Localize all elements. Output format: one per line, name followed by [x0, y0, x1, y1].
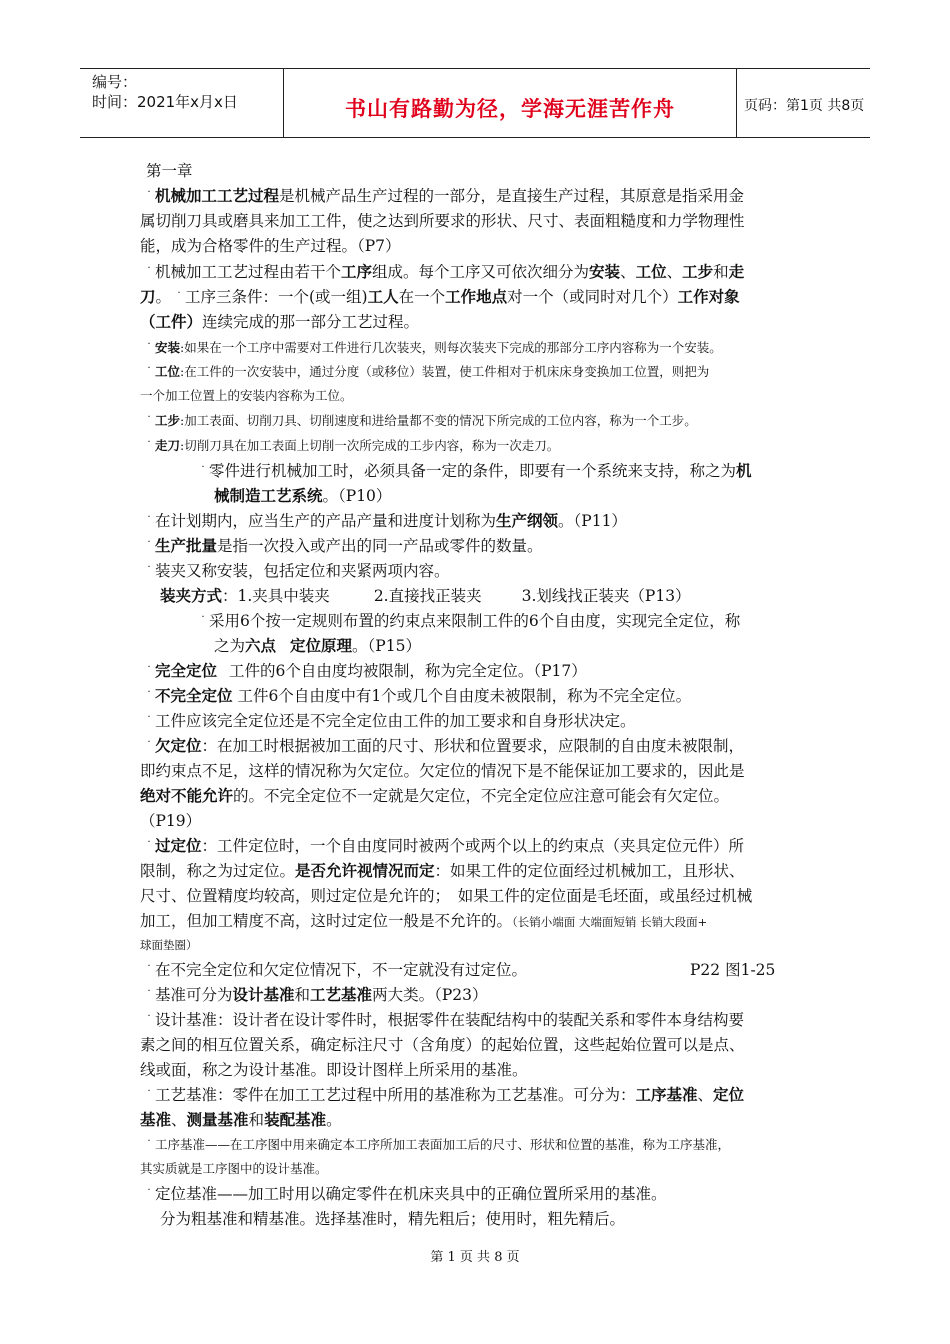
page-info: 页码：第1页 共8页	[744, 98, 865, 114]
paragraph-line: 属切削刀具或磨具来加工工件，使之达到所要求的形状、尺寸、表面粗糙度和力学物理性	[140, 212, 745, 230]
paragraph: ˙ 机械加工工艺过程是机械产品生产过程的一部分，是直接生产过程，其原意是指采用金	[146, 187, 745, 205]
paragraph-line: 一个加工位置上的安装内容称为工位。	[140, 388, 353, 403]
header-motto-cell	[283, 69, 737, 137]
paragraph-line: 能，成为合格零件的生产过程。（P7）	[140, 237, 401, 255]
paragraph-line: 基准、测量基准和装配基准。	[140, 1111, 342, 1129]
paragraph-line: 绝对不能允许的。不完全定位不一定就是欠定位，不完全定位应注意可能会有欠定位。	[140, 787, 730, 805]
chapter-title: 第一章	[146, 162, 193, 180]
paragraph: ˙ 装夹又称安装，包括定位和夹紧两项内容。	[146, 562, 450, 580]
paragraph: ˙ 在不完全定位和欠定位情况下，不一定就没有过定位。	[146, 961, 528, 979]
motto: 书山有路勤为径，学海无涯苦作舟	[345, 97, 675, 121]
paragraph-line: 球面垫圈）	[140, 938, 198, 952]
paragraph-line: 其实质就是工序图中的设计基准。	[140, 1161, 328, 1176]
paragraph-line: 尺寸、位置精度均较高，则过定位是允许的； 如果工件的定位面是毛坯面，或虽经过机械	[140, 887, 753, 905]
paragraph-line: 加工，但加工精度不高，这时过定位一般是不允许的。（长销小端面 大端面短销 长销大段面+	[140, 912, 708, 930]
paragraph-line: 限制，称之为过定位。是否允许视情况而定：如果工件的定位面经过机械加工，且形状、	[140, 862, 745, 880]
paragraph: ˙ 过定位：工件定位时，一个自由度同时被两个或两个以上的约束点（夹具定位元件）所	[146, 837, 745, 855]
paragraph-line: 刀。 ˙ 工序三条件：一个(或一组)工人在一个工作地点对一个（或同时对几个）工作对象	[140, 288, 740, 306]
paragraph: ˙ 零件进行机械加工时，必须具备一定的条件，即要有一个系统来支持，称之为机	[200, 462, 752, 480]
paragraph: ˙ 不完全定位 工件6个自由度中有1个或几个自由度未被限制，称为不完全定位。	[146, 687, 692, 705]
header-page-cell	[736, 69, 870, 137]
paragraph-line: 械制造工艺系统。（P10）	[214, 487, 392, 505]
paragraph: ˙ 工件应该完全定位还是不完全定位由工件的加工要求和自身形状决定。	[146, 712, 636, 730]
paragraph-line: 素之间的相互位置关系，确定标注尺寸（含角度）的起始位置，这些起始位置可以是点、	[140, 1036, 745, 1054]
paragraph-line: （工件）连续完成的那一部分工艺过程。	[140, 313, 420, 331]
paragraph: ˙ 采用6个按一定规则布置的约束点来限制工件的6个自由度，实现完全定位，称	[200, 612, 741, 630]
paragraph-line: 分为粗基准和精基准。选择基准时，精先粗后；使用时，粗先精后。	[160, 1210, 626, 1228]
header-meta	[80, 69, 280, 137]
number-label: 编号：	[92, 73, 138, 91]
paragraph: ˙ 欠定位：在加工时根据被加工面的尺寸、形状和位置要求，应限制的自由度未被限制，	[146, 737, 745, 755]
paragraph: ˙ 基准可分为设计基准和工艺基准两大类。（P23）	[146, 986, 488, 1004]
page-footer: 第 1 页 共 8 页	[430, 1250, 520, 1265]
paragraph: ˙ 完全定位 工件的6个自由度均被限制，称为完全定位。（P17）	[146, 662, 587, 680]
paragraph-line: 线或面，称之为设计基准。即设计图样上所采用的基准。	[140, 1061, 528, 1079]
definition-step: ˙ 工步:加工表面、切削刀具、切削速度和进给量都不变的情况下所完成的工位内容，称为一个工步。	[146, 413, 697, 428]
paragraph-line: （P19）	[140, 812, 202, 830]
paragraph: ˙ 工艺基准：零件在加工工艺过程中所用的基准称为工艺基准。可分为：工序基准、定位	[146, 1086, 745, 1104]
paragraph: ˙ 在计划期内，应当生产的产品产量和进度计划称为生产纲领。（P11）	[146, 512, 627, 530]
definition-install: ˙ 安装:如果在一个工序中需要对工件进行几次装夹，则每次装夹下完成的那部分工序内容称为一个安装。	[146, 340, 722, 355]
paragraph: ˙ 定位基准——加工时用以确定零件在机床夹具中的正确位置所采用的基准。	[146, 1185, 667, 1203]
paragraph: ˙ 生产批量是指一次投入或产出的同一产品或零件的数量。	[146, 537, 543, 555]
definition-pass: ˙ 走刀:切削刀具在加工表面上切削一次所完成的工步内容，称为一次走刀。	[146, 438, 560, 453]
paragraph-line: 即约束点不足，这样的情况称为欠定位。欠定位的情况下是不能保证加工要求的，因此是	[140, 762, 745, 780]
time-label: 时间：2021年x月x日	[92, 93, 238, 111]
paragraph: ˙ 机械加工工艺过程由若干个工序组成。每个工序又可依次细分为安装、工位、工步和走	[146, 263, 745, 281]
definition-station: ˙ 工位:在工件的一次安装中，通过分度（或移位）装置，使工件相对于机床床身变换加工位置，则把为	[146, 364, 710, 379]
figure-reference: P22 图1-25	[690, 961, 776, 979]
clamping-methods: 装夹方式：1.夹具中装夹 2.直接找正装夹 3.划线找正装夹（P13）	[160, 587, 691, 605]
paragraph: ˙ 设计基准：设计者在设计零件时，根据零件在装配结构中的装配关系和零件本身结构要	[146, 1011, 745, 1029]
page-header	[80, 68, 870, 138]
paragraph-line: 之为六点 定位原理。（P15）	[214, 637, 421, 655]
paragraph: ˙ 工序基准——在工序图中用来确定本工序所加工表面加工后的尺寸、形状和位置的基准，称为工序基准，	[146, 1137, 731, 1152]
